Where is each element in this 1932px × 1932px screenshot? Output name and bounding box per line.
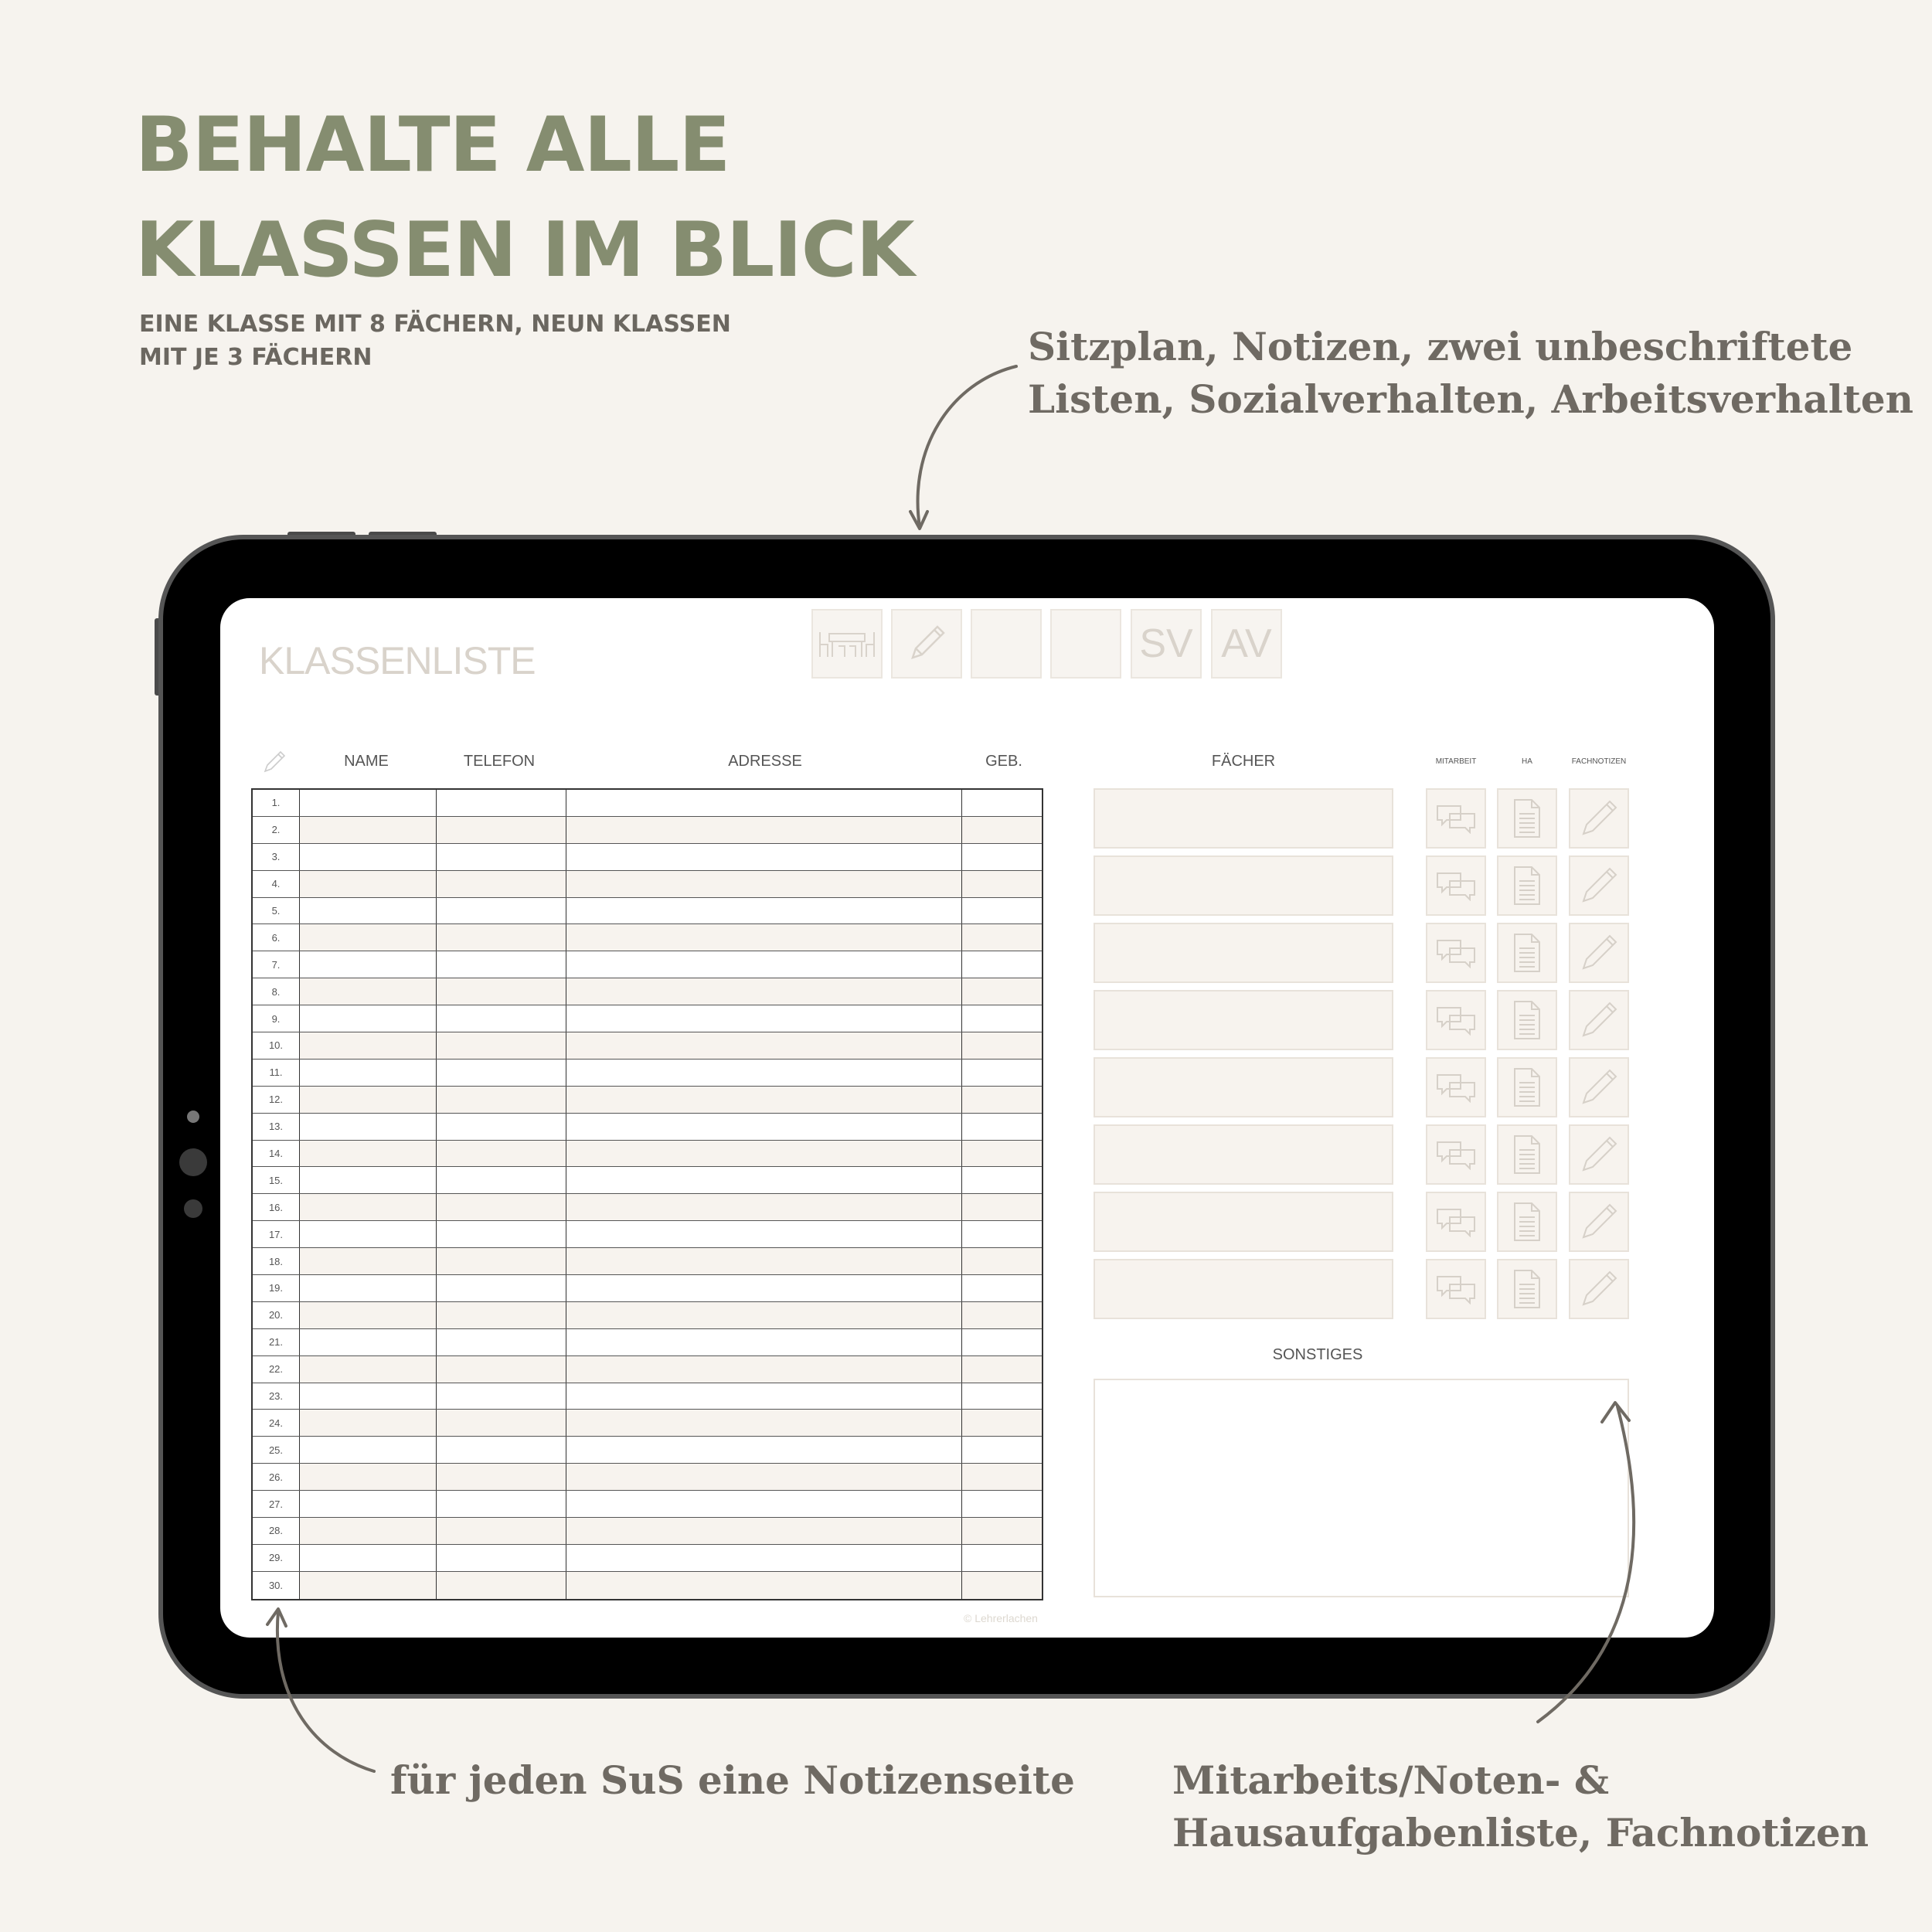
name-cell[interactable] (300, 1302, 437, 1328)
headline-line-1: BEHALTE ALLE (135, 101, 730, 189)
fachnotizen-button[interactable] (1569, 855, 1629, 916)
homework-button[interactable] (1497, 855, 1557, 916)
row-number[interactable]: 25. (253, 1437, 300, 1463)
pencil-icon (1577, 864, 1621, 907)
callout-bottom-right-line-2: Hausaufgabenliste, Fachnotizen (1172, 1810, 1869, 1855)
adresse-cell[interactable] (566, 844, 962, 870)
adresse-cell[interactable] (566, 1518, 962, 1544)
geb-cell[interactable] (962, 1464, 1042, 1490)
pencil-icon (1577, 1267, 1621, 1311)
geb-cell[interactable] (962, 898, 1042, 924)
adresse-cell[interactable] (566, 1194, 962, 1220)
telefon-cell[interactable] (437, 1464, 566, 1490)
row-number[interactable]: 9. (253, 1005, 300, 1032)
table-row (253, 1248, 1042, 1275)
tab-seating-plan[interactable] (811, 609, 883, 679)
telefon-cell[interactable] (437, 1275, 566, 1301)
geb-cell[interactable] (962, 1356, 1042, 1383)
row-number[interactable]: 8. (253, 978, 300, 1005)
chat-icon (1434, 1206, 1478, 1237)
adresse-cell[interactable] (566, 1410, 962, 1436)
geb-cell[interactable] (962, 1437, 1042, 1463)
geb-cell[interactable] (962, 790, 1042, 816)
table-row (253, 978, 1042, 1005)
tab-av[interactable]: AV (1211, 609, 1282, 679)
row-number[interactable]: 24. (253, 1410, 300, 1436)
row-number[interactable]: 19. (253, 1275, 300, 1301)
table-row (253, 1491, 1042, 1518)
adresse-cell[interactable] (566, 898, 962, 924)
homework-button[interactable] (1497, 990, 1557, 1050)
table-row (253, 1087, 1042, 1114)
name-cell[interactable] (300, 1221, 437, 1247)
name-cell[interactable] (300, 871, 437, 897)
table-row (253, 924, 1042, 951)
row-number[interactable]: 27. (253, 1491, 300, 1517)
pencil-icon (1577, 1200, 1621, 1243)
camera-icon (187, 1111, 199, 1123)
row-number[interactable]: 22. (253, 1356, 300, 1383)
name-cell[interactable] (300, 1167, 437, 1193)
name-cell[interactable] (300, 1141, 437, 1167)
telefon-cell[interactable] (437, 1167, 566, 1193)
chat-icon (1434, 803, 1478, 834)
callout-bottom-right (1172, 1754, 1869, 1859)
telefon-cell[interactable] (437, 1383, 566, 1410)
edit-pencil-icon[interactable] (261, 749, 287, 775)
mitarbeit-button[interactable] (1426, 1124, 1486, 1185)
document-icon (1512, 1202, 1543, 1242)
adresse-cell[interactable] (566, 1248, 962, 1274)
subline-line-1: EINE KLASSE MIT 8 FÄCHERN, NEUN KLASSEN (139, 311, 731, 338)
sensor-dot-large (179, 1148, 207, 1176)
pencil-icon (1577, 1133, 1621, 1176)
telefon-cell[interactable] (437, 817, 566, 843)
row-number[interactable]: 4. (253, 871, 300, 897)
adresse-cell[interactable] (566, 1464, 962, 1490)
geb-cell[interactable] (962, 1410, 1042, 1436)
row-number[interactable]: 30. (253, 1572, 300, 1599)
telefon-cell[interactable] (437, 1518, 566, 1544)
chat-icon (1434, 937, 1478, 968)
chat-icon (1434, 1072, 1478, 1103)
homework-button[interactable] (1497, 1124, 1557, 1185)
tab-notes[interactable] (891, 609, 962, 679)
subject-field[interactable] (1094, 1057, 1393, 1117)
telefon-cell[interactable] (437, 898, 566, 924)
row-number[interactable]: 13. (253, 1114, 300, 1140)
mitarbeit-button[interactable] (1426, 788, 1486, 849)
geb-cell[interactable] (962, 1518, 1042, 1544)
row-number[interactable]: 5. (253, 898, 300, 924)
geb-cell[interactable] (962, 1087, 1042, 1113)
geb-cell[interactable] (962, 924, 1042, 951)
adresse-cell[interactable] (566, 817, 962, 843)
table-row (253, 871, 1042, 898)
col-header-ha: HA (1522, 757, 1532, 766)
row-number[interactable]: 15. (253, 1167, 300, 1193)
table-row (253, 1194, 1042, 1221)
name-cell[interactable] (300, 1410, 437, 1436)
name-cell[interactable] (300, 1032, 437, 1059)
pencil-icon (1577, 797, 1621, 840)
name-cell[interactable] (300, 1275, 437, 1301)
geb-cell[interactable] (962, 1114, 1042, 1140)
chat-icon (1434, 1005, 1478, 1036)
tab-list-2[interactable] (1050, 609, 1121, 679)
geb-cell[interactable] (962, 978, 1042, 1005)
adresse-cell[interactable] (566, 1275, 962, 1301)
mitarbeit-button[interactable] (1426, 1259, 1486, 1319)
adresse-cell[interactable] (566, 1005, 962, 1032)
adresse-cell[interactable] (566, 1356, 962, 1383)
adresse-cell[interactable] (566, 978, 962, 1005)
geb-cell[interactable] (962, 1005, 1042, 1032)
name-cell[interactable] (300, 1329, 437, 1355)
headline-line-2: KLASSEN IM BLICK (135, 206, 914, 294)
pencil-icon (1577, 931, 1621, 975)
table-row (253, 844, 1042, 871)
telefon-cell[interactable] (437, 1005, 566, 1032)
adresse-cell[interactable] (566, 1032, 962, 1059)
sonstiges-notes-box[interactable] (1094, 1379, 1629, 1597)
table-row (253, 1005, 1042, 1032)
adresse-cell[interactable] (566, 1167, 962, 1193)
row-number[interactable]: 2. (253, 817, 300, 843)
mitarbeit-button[interactable] (1426, 923, 1486, 983)
table-row (253, 1464, 1042, 1491)
geb-cell[interactable] (962, 1491, 1042, 1517)
subject-field[interactable] (1094, 855, 1393, 916)
arrowhead-top (910, 512, 927, 529)
col-header-fachnotizen: FACHNOTIZEN (1571, 757, 1627, 766)
adresse-cell[interactable] (566, 1329, 962, 1355)
table-row (253, 1141, 1042, 1168)
telefon-cell[interactable] (437, 924, 566, 951)
row-number[interactable]: 11. (253, 1060, 300, 1086)
callout-bottom-left: für jeden SuS eine Notizenseite (390, 1757, 1075, 1803)
name-cell[interactable] (300, 1005, 437, 1032)
telefon-cell[interactable] (437, 844, 566, 870)
name-cell[interactable] (300, 1545, 437, 1571)
homework-button[interactable] (1497, 1057, 1557, 1117)
geb-cell[interactable] (962, 1302, 1042, 1328)
row-number[interactable]: 7. (253, 951, 300, 978)
homework-button[interactable] (1497, 1259, 1557, 1319)
pencil-icon (903, 621, 950, 667)
subject-field[interactable] (1094, 788, 1393, 849)
geb-cell[interactable] (962, 1141, 1042, 1167)
col-header-adresse: ADRESSE (728, 753, 802, 770)
adresse-cell[interactable] (566, 1491, 962, 1517)
row-number[interactable]: 14. (253, 1141, 300, 1167)
name-cell[interactable] (300, 1356, 437, 1383)
name-cell[interactable] (300, 898, 437, 924)
chat-icon (1434, 1139, 1478, 1170)
geb-cell[interactable] (962, 1221, 1042, 1247)
row-number[interactable]: 3. (253, 844, 300, 870)
table-row (253, 1167, 1042, 1194)
headline (135, 93, 914, 303)
adresse-cell[interactable] (566, 871, 962, 897)
name-cell[interactable] (300, 1087, 437, 1113)
telefon-cell[interactable] (437, 790, 566, 816)
page-title: KLASSENLISTE (259, 639, 536, 682)
row-number[interactable]: 17. (253, 1221, 300, 1247)
pencil-icon (1577, 1066, 1621, 1109)
telefon-cell[interactable] (437, 1248, 566, 1274)
callout-top (1028, 321, 1913, 426)
row-number[interactable]: 6. (253, 924, 300, 951)
mitarbeit-button[interactable] (1426, 855, 1486, 916)
adresse-cell[interactable] (566, 1437, 962, 1463)
chat-icon (1434, 870, 1478, 901)
geb-cell[interactable] (962, 1383, 1042, 1410)
subject-field[interactable] (1094, 1259, 1393, 1319)
adresse-cell[interactable] (566, 1221, 962, 1247)
row-number[interactable]: 10. (253, 1032, 300, 1059)
document-icon (1512, 933, 1543, 973)
geb-cell[interactable] (962, 871, 1042, 897)
adresse-cell[interactable] (566, 1572, 962, 1599)
geb-cell[interactable] (962, 1545, 1042, 1571)
callout-bottom-right-line-1: Mitarbeits/Noten- & (1172, 1757, 1610, 1803)
document-icon (1512, 866, 1543, 906)
row-number[interactable]: 29. (253, 1545, 300, 1571)
document-icon (1512, 1134, 1543, 1175)
row-number[interactable]: 16. (253, 1194, 300, 1220)
table-row (253, 1221, 1042, 1248)
geb-cell[interactable] (962, 1572, 1042, 1599)
name-cell[interactable] (300, 1248, 437, 1274)
name-cell[interactable] (300, 1114, 437, 1140)
telefon-cell[interactable] (437, 1410, 566, 1436)
adresse-cell[interactable] (566, 951, 962, 978)
adresse-cell[interactable] (566, 1060, 962, 1086)
name-cell[interactable] (300, 924, 437, 951)
seating-plan-icon (818, 626, 876, 662)
row-number[interactable]: 23. (253, 1383, 300, 1410)
telefon-cell[interactable] (437, 1545, 566, 1571)
table-row (253, 1545, 1042, 1572)
homework-button[interactable] (1497, 788, 1557, 849)
geb-cell[interactable] (962, 1032, 1042, 1059)
student-table (251, 788, 1043, 1600)
fachnotizen-button[interactable] (1569, 990, 1629, 1050)
adresse-cell[interactable] (566, 790, 962, 816)
adresse-cell[interactable] (566, 924, 962, 951)
col-header-telefon: TELEFON (463, 753, 536, 770)
table-row (253, 790, 1042, 817)
fachnotizen-button[interactable] (1569, 1124, 1629, 1185)
geb-cell[interactable] (962, 817, 1042, 843)
telefon-cell[interactable] (437, 1356, 566, 1383)
table-row (253, 1356, 1042, 1383)
telefon-cell[interactable] (437, 1491, 566, 1517)
callout-top-line-1: Sitzplan, Notizen, zwei unbeschriftete (1028, 324, 1853, 369)
row-number[interactable]: 12. (253, 1087, 300, 1113)
sonstiges-label: SONSTIGES (1272, 1346, 1363, 1363)
adresse-cell[interactable] (566, 1545, 962, 1571)
telefon-cell[interactable] (437, 1032, 566, 1059)
geb-cell[interactable] (962, 1248, 1042, 1274)
adresse-cell[interactable] (566, 1141, 962, 1167)
table-row (253, 1572, 1042, 1599)
geb-cell[interactable] (962, 1329, 1042, 1355)
mitarbeit-button[interactable] (1426, 1192, 1486, 1252)
name-cell[interactable] (300, 1464, 437, 1490)
adresse-cell[interactable] (566, 1302, 962, 1328)
table-row (253, 898, 1042, 925)
fachnotizen-button[interactable] (1569, 788, 1629, 849)
table-row (253, 1302, 1042, 1329)
callout-top-line-2: Listen, Sozialverhalten, Arbeitsverhalten (1028, 376, 1913, 422)
name-cell[interactable] (300, 817, 437, 843)
adresse-cell[interactable] (566, 1383, 962, 1410)
document-icon (1512, 1067, 1543, 1107)
homework-button[interactable] (1497, 923, 1557, 983)
telefon-cell[interactable] (437, 871, 566, 897)
table-row (253, 1410, 1042, 1437)
table-row (253, 1437, 1042, 1464)
fachnotizen-button[interactable] (1569, 1259, 1629, 1319)
document-icon (1512, 1000, 1543, 1040)
table-row (253, 1383, 1042, 1410)
footer-copyright: © Lehrerlachen (964, 1612, 1038, 1624)
table-row (253, 1329, 1042, 1356)
telefon-cell[interactable] (437, 978, 566, 1005)
subline-line-2: MIT JE 3 FÄCHERN (139, 344, 372, 371)
col-header-geb: GEB. (985, 753, 1022, 770)
name-cell[interactable] (300, 951, 437, 978)
name-cell[interactable] (300, 1572, 437, 1599)
fachnotizen-button[interactable] (1569, 1192, 1629, 1252)
homework-button[interactable] (1497, 1192, 1557, 1252)
name-cell[interactable] (300, 978, 437, 1005)
name-cell[interactable] (300, 1060, 437, 1086)
table-row (253, 1032, 1042, 1060)
document-icon (1512, 1269, 1543, 1309)
mitarbeit-button[interactable] (1426, 1057, 1486, 1117)
subject-field[interactable] (1094, 1124, 1393, 1185)
telefon-cell[interactable] (437, 1114, 566, 1140)
name-cell[interactable] (300, 1518, 437, 1544)
subject-field[interactable] (1094, 990, 1393, 1050)
name-cell[interactable] (300, 1491, 437, 1517)
geb-cell[interactable] (962, 844, 1042, 870)
table-row (253, 1114, 1042, 1141)
row-number[interactable]: 21. (253, 1329, 300, 1355)
table-row (253, 1518, 1042, 1545)
fachnotizen-button[interactable] (1569, 923, 1629, 983)
row-number[interactable]: 26. (253, 1464, 300, 1490)
col-header-faecher: FÄCHER (1211, 753, 1276, 770)
geb-cell[interactable] (962, 1060, 1042, 1086)
subject-field[interactable] (1094, 1192, 1393, 1252)
arrow-top (918, 366, 1016, 527)
row-number[interactable]: 28. (253, 1518, 300, 1544)
table-row (253, 817, 1042, 844)
table-row (253, 1060, 1042, 1087)
telefon-cell[interactable] (437, 1302, 566, 1328)
tab-list-1[interactable] (971, 609, 1042, 679)
geb-cell[interactable] (962, 951, 1042, 978)
row-number[interactable]: 18. (253, 1248, 300, 1274)
adresse-cell[interactable] (566, 1087, 962, 1113)
fachnotizen-button[interactable] (1569, 1057, 1629, 1117)
col-header-name: NAME (344, 753, 389, 770)
telefon-cell[interactable] (437, 1141, 566, 1167)
name-cell[interactable] (300, 844, 437, 870)
row-number[interactable]: 1. (253, 790, 300, 816)
table-row (253, 951, 1042, 978)
geb-cell[interactable] (962, 1167, 1042, 1193)
tablet-screen (220, 598, 1714, 1638)
geb-cell[interactable] (962, 1275, 1042, 1301)
subline (139, 308, 731, 374)
subject-field[interactable] (1094, 923, 1393, 983)
col-header-mitarbeit: MITARBEIT (1435, 757, 1477, 766)
telefon-cell[interactable] (437, 1329, 566, 1355)
telefon-cell[interactable] (437, 1437, 566, 1463)
telefon-cell[interactable] (437, 951, 566, 978)
pencil-icon (1577, 998, 1621, 1042)
adresse-cell[interactable] (566, 1114, 962, 1140)
mitarbeit-button[interactable] (1426, 990, 1486, 1050)
telefon-cell[interactable] (437, 1221, 566, 1247)
name-cell[interactable] (300, 790, 437, 816)
row-number[interactable]: 20. (253, 1302, 300, 1328)
telefon-cell[interactable] (437, 1060, 566, 1086)
name-cell[interactable] (300, 1437, 437, 1463)
tab-sv[interactable]: SV (1131, 609, 1202, 679)
telefon-cell[interactable] (437, 1194, 566, 1220)
name-cell[interactable] (300, 1194, 437, 1220)
telefon-cell[interactable] (437, 1087, 566, 1113)
table-row (253, 1275, 1042, 1302)
sensor-dot-small (184, 1199, 202, 1218)
name-cell[interactable] (300, 1383, 437, 1410)
geb-cell[interactable] (962, 1194, 1042, 1220)
telefon-cell[interactable] (437, 1572, 566, 1599)
document-icon (1512, 798, 1543, 838)
chat-icon (1434, 1274, 1478, 1304)
